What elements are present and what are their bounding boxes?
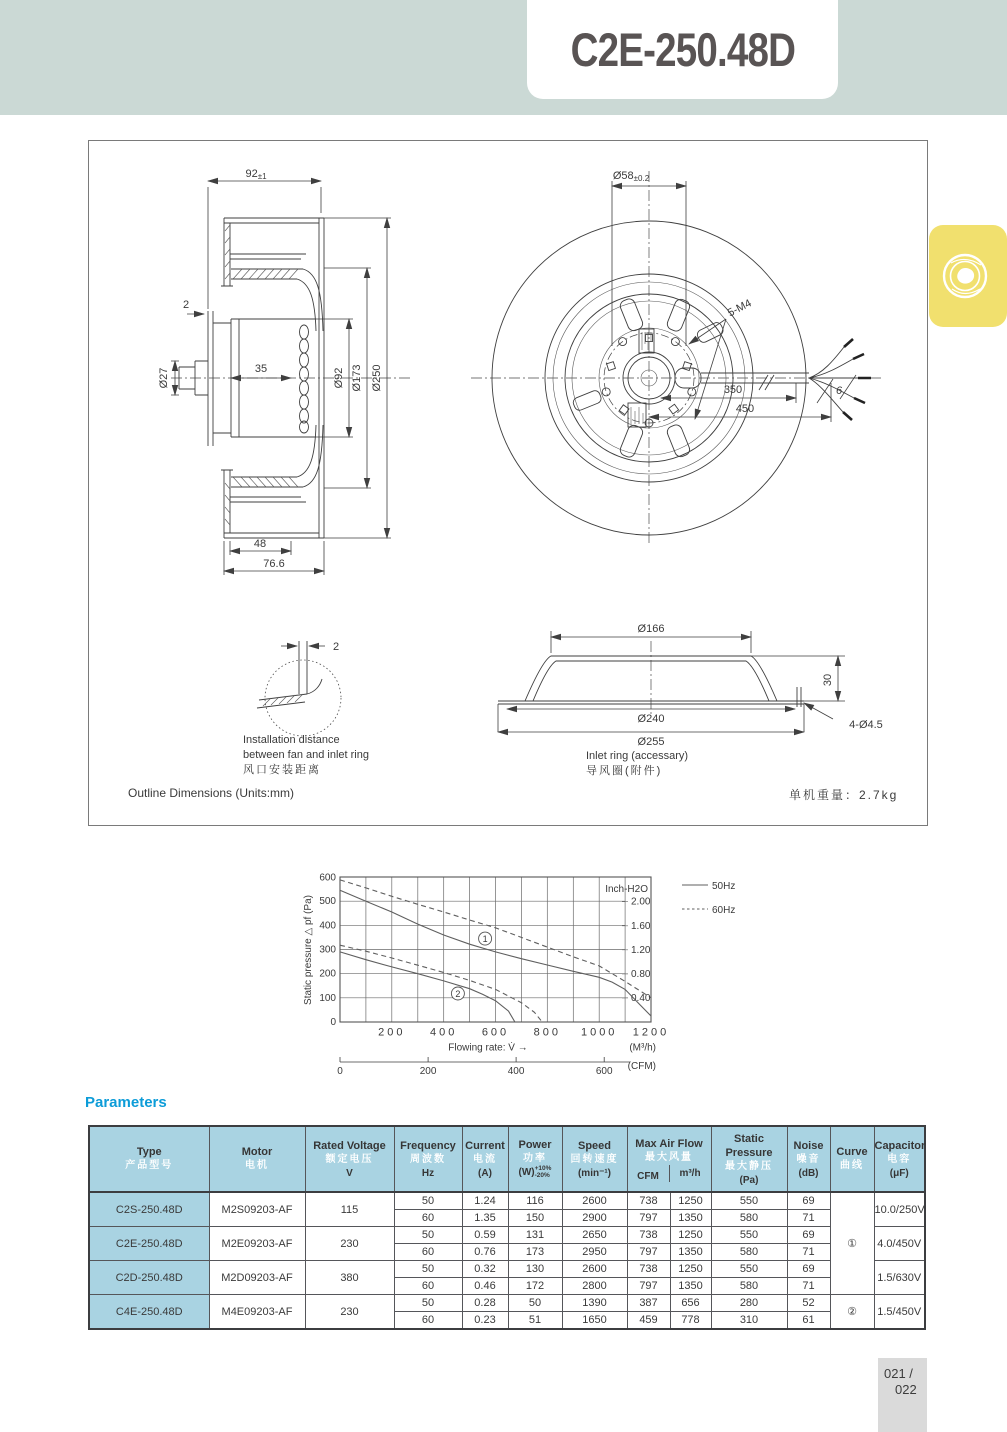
cell-noise: 71 — [787, 1244, 830, 1261]
cell-noise: 52 — [787, 1295, 830, 1312]
col-max-airflow: Max Air Flow 最大风量 CFM m³/h — [627, 1126, 711, 1192]
cable-and-wires — [675, 339, 871, 420]
cell-freq: 50 — [394, 1295, 462, 1312]
svg-text:600: 600 — [481, 1026, 510, 1039]
page-number-bottom: 022 — [895, 1382, 917, 1397]
x-axis-title: Flowing rate: V̇ → — [448, 1042, 528, 1054]
front-view-drawing — [461, 151, 911, 551]
cell-cfm: 738 — [627, 1192, 670, 1210]
svg-text:2.00: 2.00 — [631, 896, 651, 908]
cell-m3h: 1350 — [670, 1244, 711, 1261]
side-view-drawing — [91, 151, 421, 591]
table-header-row — [89, 1126, 925, 1192]
cell-freq: 60 — [394, 1210, 462, 1227]
motor-vent-slots — [300, 325, 309, 433]
cell-noise: 69 — [787, 1227, 830, 1244]
dim-92: 92±1 — [245, 168, 267, 181]
brand-logo — [929, 225, 1007, 327]
cell-curve-1: ① — [830, 1192, 874, 1295]
svg-text:1000: 1000 — [580, 1026, 618, 1039]
cell-motor: M2D09203-AF — [209, 1261, 305, 1295]
cell-cfm: 797 — [627, 1278, 670, 1295]
cell-speed: 2600 — [562, 1261, 627, 1278]
svg-text:400: 400 — [430, 1026, 458, 1039]
cell-sp: 550 — [711, 1192, 787, 1210]
x-axis-ticks — [378, 1027, 669, 1039]
cell-curve-2: ② — [830, 1295, 874, 1330]
svg-text:400: 400 — [319, 920, 336, 932]
svg-text:600: 600 — [595, 1066, 613, 1077]
x-axis-unit: (M³/h) — [629, 1042, 656, 1054]
dim-d166: Ø166 — [637, 623, 665, 635]
legend-60hz: 60Hz — [712, 905, 736, 916]
cell-current: 0.59 — [462, 1227, 508, 1244]
svg-text:1: 1 — [482, 934, 488, 945]
chart-grid — [340, 877, 628, 1022]
cell-freq: 50 — [394, 1227, 462, 1244]
svg-text:800: 800 — [533, 1026, 561, 1039]
cell-current: 0.76 — [462, 1244, 508, 1261]
svg-text:0: 0 — [330, 1017, 336, 1028]
dim-d27: Ø27 — [158, 367, 170, 389]
cell-sp: 580 — [711, 1210, 787, 1227]
dim-76: 76.6 — [263, 558, 285, 570]
table-row — [89, 1227, 925, 1244]
cell-sp: 280 — [711, 1295, 787, 1312]
cell-power: 172 — [508, 1278, 562, 1295]
cell-type: C4E-250.48D — [89, 1295, 209, 1330]
cell-m3h: 1350 — [670, 1210, 711, 1227]
cell-capacitor: 1.5/630V — [874, 1261, 925, 1295]
cell-speed: 1390 — [562, 1295, 627, 1312]
svg-text:1200: 1200 — [632, 1026, 670, 1039]
title-box — [527, 0, 838, 99]
dim-30: 30 — [822, 673, 834, 687]
center-lines — [471, 171, 881, 546]
cell-speed: 1650 — [562, 1312, 627, 1330]
cell-cfm: 459 — [627, 1312, 670, 1330]
parameters-table — [88, 1125, 926, 1330]
dim-gap2: 2 — [333, 641, 340, 653]
outline-dimensions-caption: Outline Dimensions (Units:mm) — [128, 786, 295, 800]
dim-d92: Ø92 — [333, 367, 345, 389]
cell-current: 0.46 — [462, 1278, 508, 1295]
wire-count: 6 — [835, 385, 843, 397]
cell-m3h: 656 — [670, 1295, 711, 1312]
inlet-dimension-lines — [498, 631, 845, 732]
cell-cfm: 387 — [627, 1295, 670, 1312]
cell-sp: 550 — [711, 1227, 787, 1244]
brand-emblem-icon — [929, 225, 1007, 327]
cell-m3h: 778 — [670, 1312, 711, 1330]
cell-m3h: 1250 — [670, 1227, 711, 1244]
cell-voltage: 380 — [305, 1261, 394, 1295]
cell-speed: 2600 — [562, 1192, 627, 1210]
table-row — [89, 1261, 925, 1278]
y-axis-title: Static pressure △ pf (Pa) — [303, 895, 314, 1005]
cell-m3h: 1350 — [670, 1278, 711, 1295]
inlet-ring-drawing — [481, 601, 921, 771]
page-number-box — [878, 1358, 927, 1432]
svg-text:200: 200 — [378, 1026, 406, 1039]
y-axis-ticks — [319, 873, 336, 1029]
table-row — [89, 1192, 925, 1210]
svg-text:0.80: 0.80 — [631, 968, 651, 980]
cell-power: 150 — [508, 1210, 562, 1227]
cell-power: 116 — [508, 1192, 562, 1210]
col-curve: Curve 曲线 — [830, 1126, 874, 1192]
curve-1-marker — [479, 932, 492, 945]
cell-current: 0.32 — [462, 1261, 508, 1278]
chart-legend — [682, 881, 735, 916]
cell-freq: 50 — [394, 1192, 462, 1210]
header-band — [0, 0, 1007, 115]
svg-text:500: 500 — [319, 896, 336, 908]
dim-holes: 4-Ø4.5 — [849, 719, 883, 731]
cell-noise: 69 — [787, 1261, 830, 1278]
cell-power: 131 — [508, 1227, 562, 1244]
dim-48: 48 — [253, 538, 267, 550]
svg-text:0: 0 — [337, 1066, 343, 1077]
cell-cfm: 738 — [627, 1261, 670, 1278]
cell-voltage: 115 — [305, 1192, 394, 1227]
cell-freq: 50 — [394, 1261, 462, 1278]
svg-text:2: 2 — [455, 989, 461, 999]
installation-note: Installation distance between fan and inlet ring 风口安装距离 — [243, 734, 369, 776]
cell-sp: 580 — [711, 1244, 787, 1261]
col-frequency: Frequency 周波数 Hz — [394, 1126, 462, 1192]
col-power: Power 功率 (W)+10% -20% — [508, 1126, 562, 1192]
cell-noise: 61 — [787, 1312, 830, 1330]
cell-capacitor: 1.5/450V — [874, 1295, 925, 1330]
cell-noise: 71 — [787, 1278, 830, 1295]
col-motor: Motor 电机 — [209, 1126, 305, 1192]
cell-capacitor: 10.0/250V — [874, 1192, 925, 1227]
cell-type: C2S-250.48D — [89, 1192, 209, 1227]
cell-capacitor: 4.0/450V — [874, 1227, 925, 1261]
cell-sp: 580 — [711, 1278, 787, 1295]
cell-freq: 60 — [394, 1244, 462, 1261]
cell-freq: 60 — [394, 1278, 462, 1295]
dim-450: 450 — [735, 403, 755, 415]
outline-drawing-box — [88, 140, 928, 826]
svg-text:600: 600 — [319, 872, 336, 884]
installation-detail-drawing — [251, 596, 391, 746]
cell-current: 0.23 — [462, 1312, 508, 1330]
cell-cfm: 797 — [627, 1244, 670, 1261]
col-type: Type 产品型号 — [89, 1126, 209, 1192]
cell-voltage: 230 — [305, 1227, 394, 1261]
cell-cfm: 738 — [627, 1227, 670, 1244]
cell-freq: 60 — [394, 1312, 462, 1330]
cell-motor: M4E09203-AF — [209, 1295, 305, 1330]
cell-cfm: 797 — [627, 1210, 670, 1227]
dim-350: 350 — [723, 384, 743, 396]
svg-text:400: 400 — [507, 1066, 525, 1077]
performance-chart — [300, 862, 740, 1077]
legend-50hz: 50Hz — [712, 881, 736, 892]
cell-current: 0.28 — [462, 1295, 508, 1312]
cell-power: 51 — [508, 1312, 562, 1330]
cell-m3h: 1250 — [670, 1261, 711, 1278]
cell-current: 1.35 — [462, 1210, 508, 1227]
unit-weight: 单机重量：2.7kg — [789, 788, 899, 802]
dim-5m4: 5-M4 — [725, 297, 754, 320]
detail-linework — [257, 641, 322, 708]
cell-noise: 71 — [787, 1210, 830, 1227]
cfm-axis — [337, 1057, 656, 1077]
dim-d255: Ø255 — [637, 736, 665, 748]
col-static-pressure: Static Pressure 最大静压 (Pa) — [711, 1126, 787, 1192]
cell-speed: 2800 — [562, 1278, 627, 1295]
cell-power: 173 — [508, 1244, 562, 1261]
col-current: Current 电流 (A) — [462, 1126, 508, 1192]
cell-type: C2D-250.48D — [89, 1261, 209, 1295]
page-number-top: 021 / — [884, 1366, 913, 1381]
cell-type: C2E-250.48D — [89, 1227, 209, 1261]
inlet-ring-label: Inlet ring (accessary) 导风圈(附件) — [586, 750, 689, 777]
y2-axis-ticks — [631, 897, 651, 1004]
svg-text:100: 100 — [319, 992, 336, 1004]
col-speed: Speed 回转速度 (min⁻¹) — [562, 1126, 627, 1192]
hatching — [225, 225, 298, 525]
dim-d58: Ø58±0.2 — [612, 170, 650, 183]
curve-2-marker — [451, 987, 464, 1000]
svg-text:200: 200 — [319, 968, 336, 980]
cell-speed: 2950 — [562, 1244, 627, 1261]
col-noise: Noise 噪音 (dB) — [787, 1126, 830, 1192]
table-row — [89, 1295, 925, 1312]
dim-2: 2 — [182, 299, 190, 311]
dim-d240: Ø240 — [637, 713, 665, 725]
col-capacitor: Capacitor 电容 (μF) — [874, 1126, 925, 1192]
svg-text:200: 200 — [419, 1066, 437, 1077]
cell-motor: M2E09203-AF — [209, 1227, 305, 1261]
dim-d173: Ø173 — [351, 364, 363, 392]
svg-text:300: 300 — [319, 944, 336, 956]
cell-speed: 2650 — [562, 1227, 627, 1244]
svg-text:0.40: 0.40 — [631, 992, 651, 1004]
svg-text:1.60: 1.60 — [631, 920, 651, 932]
cell-current: 1.24 — [462, 1192, 508, 1210]
cell-m3h: 1250 — [670, 1192, 711, 1210]
page-title: C2E-250.48D — [570, 23, 795, 76]
cell-motor: M2S09203-AF — [209, 1192, 305, 1227]
cell-power: 130 — [508, 1261, 562, 1278]
cell-power: 50 — [508, 1295, 562, 1312]
dim-d250: Ø250 — [371, 364, 383, 392]
col-voltage: Rated Voltage 额定电压 V — [305, 1126, 394, 1192]
cell-noise: 69 — [787, 1192, 830, 1210]
cfm-axis-unit: (CFM) — [627, 1061, 656, 1072]
svg-text:1.20: 1.20 — [631, 944, 651, 956]
parameters-heading: Parameters — [85, 1094, 167, 1111]
cell-sp: 310 — [711, 1312, 787, 1330]
inch-h2o-label: Inch-H2O — [605, 884, 648, 895]
cell-sp: 550 — [711, 1261, 787, 1278]
cell-speed: 2900 — [562, 1210, 627, 1227]
cell-voltage: 230 — [305, 1295, 394, 1330]
dim-35: 35 — [254, 363, 268, 375]
